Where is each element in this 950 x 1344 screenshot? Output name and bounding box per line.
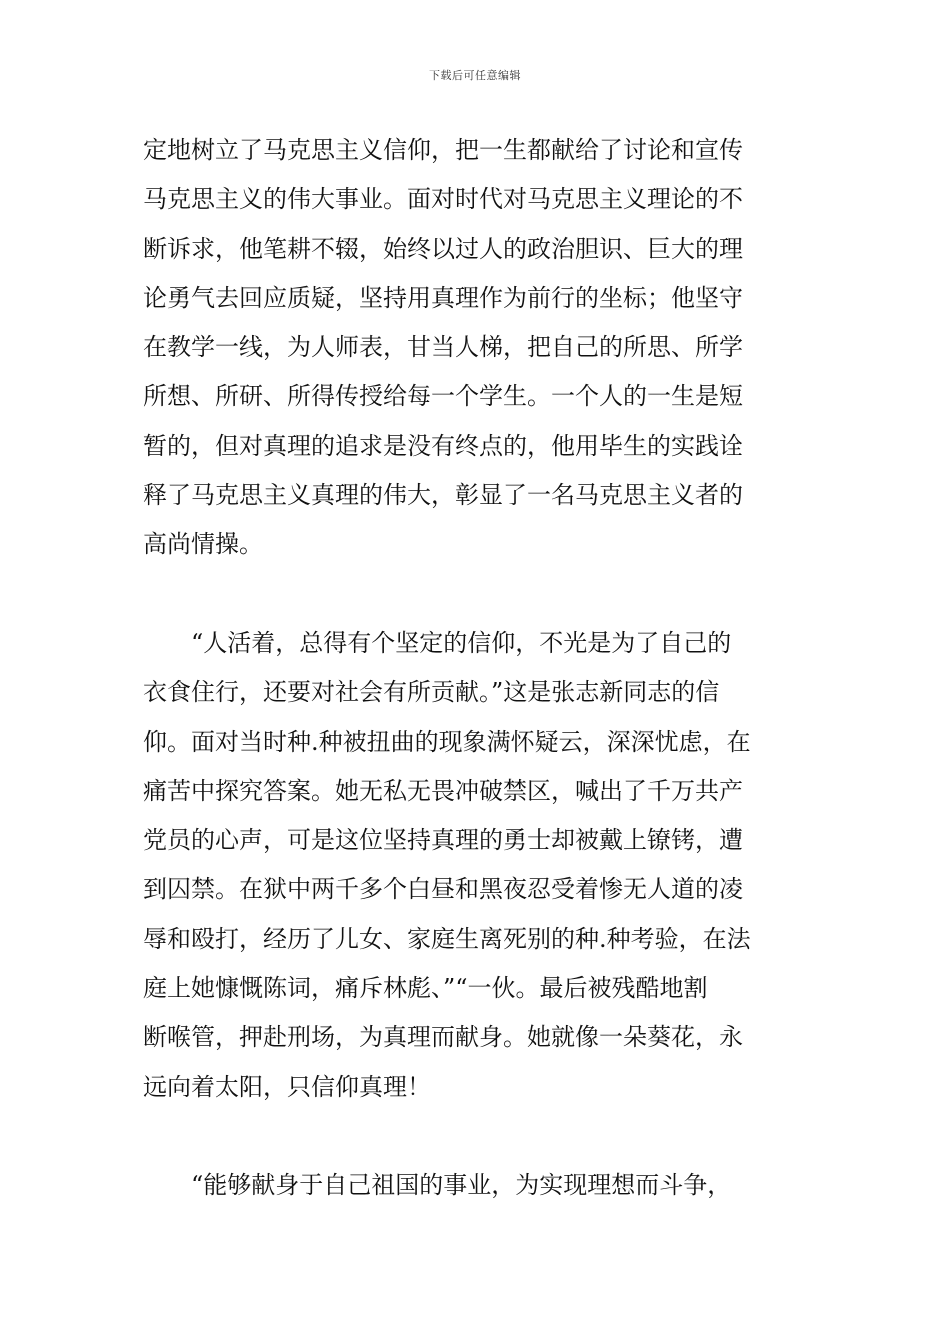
- text-line: 断诉求，他笔耕不辍，始终以过人的政治胆识、巨大的理: [143, 234, 743, 263]
- text-line: 马克思主义的伟大事业。面对时代对马克思主义理论的不: [143, 185, 743, 214]
- paragraph-3: [143, 1161, 808, 1210]
- paragraph-2: [143, 619, 808, 1112]
- text-line: 仰。面对当时种.种被扭曲的现象满怀疑云，深深忧虑，在: [143, 727, 751, 756]
- text-line: 所想、所研、所得传授给每一个学生。一个人的一生是短: [143, 382, 743, 411]
- page-header: 下载后可任意编辑: [429, 69, 521, 82]
- text-line: “能够献身于自己祖国的事业，为实现理想而斗争，: [143, 1171, 732, 1200]
- text-line: 痛苦中探究答案。她无私无畏冲破禁区，喊出了千万共产: [143, 776, 743, 805]
- text-line: 在教学一线，为人师表，甘当人梯，把自己的所思、所学: [143, 333, 743, 362]
- text-line: 释了马克思主义真理的伟大，彰显了一名马克思主义者的: [143, 481, 743, 510]
- paragraph-gap: [143, 570, 808, 619]
- text-line: 论勇气去回应质疑，坚持用真理作为前行的坐标；他坚守: [143, 283, 743, 312]
- paragraph-gap: [143, 1112, 808, 1161]
- text-line: 辱和殴打，经历了儿女、家庭生离死别的种.种考验，在法: [143, 924, 751, 953]
- document-body: [143, 126, 808, 1211]
- text-line: 暂的，但对真理的追求是没有终点的，他用毕生的实践诠: [143, 431, 743, 460]
- text-line: 衣食住行，还要对社会有所贡献。”这是张志新同志的信: [143, 678, 720, 707]
- paragraph-1: [143, 126, 808, 570]
- text-line: 党员的心声，可是这位坚持真理的勇士却被戴上镣铐，遭: [143, 826, 743, 855]
- text-line: 高尚情操。: [143, 530, 263, 559]
- text-line: 到囚禁。在狱中两千多个白昼和黑夜忍受着惨无人道的凌: [143, 875, 743, 904]
- text-line: “人活着，总得有个坚定的信仰，不光是为了自己的: [143, 628, 732, 657]
- text-line: 庭上她慷慨陈词，痛斥林彪、”“一伙。最后被残酷地割: [143, 974, 708, 1003]
- text-line: 定地树立了马克思主义信仰，把一生都献给了讨论和宣传: [143, 136, 743, 164]
- text-line: 远向着太阳，只信仰真理！: [143, 1072, 431, 1101]
- text-line: 断喉管，押赴刑场，为真理而献身。她就像一朵葵花，永: [143, 1023, 743, 1052]
